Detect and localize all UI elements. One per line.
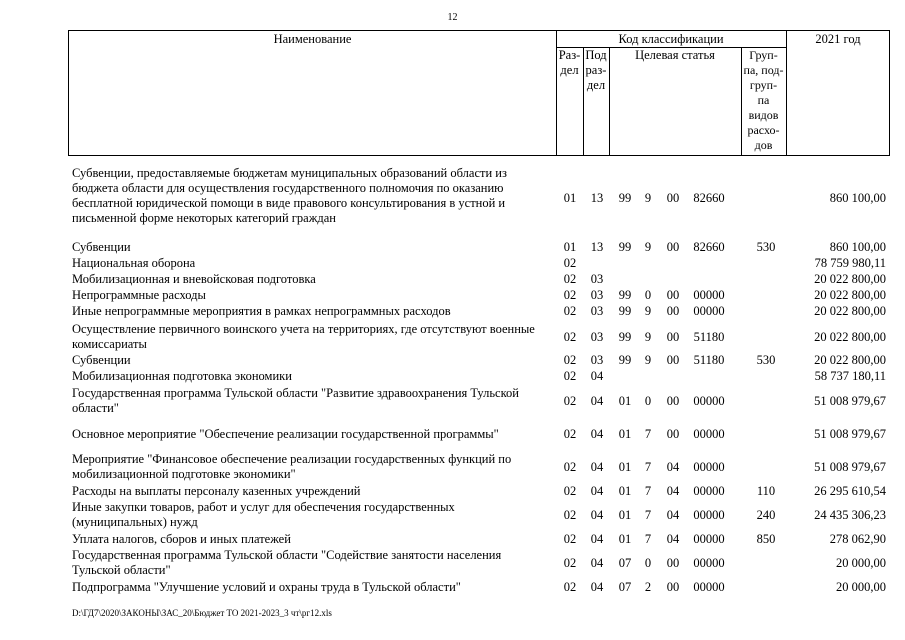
table-row <box>0 532 905 547</box>
divider <box>786 31 787 155</box>
row-code-pr: 13 <box>590 240 604 254</box>
table-row <box>0 288 905 303</box>
row-code-c1: 99 <box>618 190 632 205</box>
table-row <box>0 427 905 442</box>
row-code-c4: 00000 <box>693 580 725 594</box>
header-podrazdel-line: раз- <box>585 63 607 77</box>
row-code-vr: 530 <box>756 240 776 254</box>
row-code-c3: 00 <box>666 304 680 318</box>
row-code-rz: 01 <box>563 190 577 205</box>
row-code-c4: 82660 <box>693 240 725 254</box>
row-code-c4: 00000 <box>693 484 725 498</box>
row-amount: 78 759 980,11 <box>814 256 886 270</box>
row-amount: 20 022 800,00 <box>814 329 886 344</box>
row-code-pr: 04 <box>590 555 604 570</box>
header-group-line: груп- <box>749 78 778 92</box>
header-group-line: па, под- <box>743 63 784 77</box>
row-code-c4: 82660 <box>693 190 725 205</box>
header-name: Наименование <box>273 32 352 46</box>
header-razdel-line: Раз- <box>558 48 581 62</box>
row-code-c3: 04 <box>666 484 680 498</box>
row-code-c1: 01 <box>618 427 632 441</box>
row-code-c1: 99 <box>618 288 632 302</box>
row-code-c3: 00 <box>666 288 680 302</box>
header-group-line: расхо- <box>747 123 780 137</box>
table-row <box>0 580 905 595</box>
header-group-line: па <box>757 93 770 107</box>
row-name: Мобилизационная и вневойсковая подготовка <box>72 272 316 286</box>
table-row <box>0 256 905 271</box>
row-code-pr: 04 <box>590 427 604 441</box>
row-amount: 51 008 979,67 <box>814 427 886 441</box>
table-row <box>0 304 905 319</box>
row-name: Уплата налогов, сборов и иных платежей <box>72 532 291 546</box>
header-razdel <box>556 48 583 78</box>
header-podrazdel-line: дел <box>586 78 606 92</box>
row-code-rz: 02 <box>563 532 577 546</box>
row-name: Государственная программа Тульской области "Содействие занятости населения Тульской области" <box>72 548 502 577</box>
table-header <box>68 30 890 156</box>
row-code-c3: 00 <box>666 580 680 594</box>
row-code-rz: 02 <box>563 353 577 367</box>
row-name: Субвенции <box>72 240 131 254</box>
row-name: Иные закупки товаров, работ и услуг для обеспечения государственных (муниципальных) нужд <box>72 500 455 529</box>
row-code-pr: 03 <box>590 272 604 286</box>
row-code-c4: 00000 <box>693 304 725 318</box>
row-code-c2: 9 <box>644 329 652 344</box>
row-amount: 20 022 800,00 <box>814 288 886 302</box>
table-row <box>0 386 905 416</box>
row-code-pr: 04 <box>590 580 604 594</box>
row-code-c2: 7 <box>644 532 652 546</box>
row-code-c1: 01 <box>618 507 632 522</box>
row-code-c4: 51180 <box>693 353 725 367</box>
row-code-pr: 04 <box>590 459 604 474</box>
row-amount: 58 737 180,11 <box>814 369 886 383</box>
row-code-rz: 02 <box>563 272 577 286</box>
header-group <box>741 48 786 153</box>
row-name: Иные непрограммные мероприятия в рамках непрограммных расходов <box>72 304 451 318</box>
row-code-rz: 02 <box>563 329 577 344</box>
row-code-pr: 03 <box>590 329 604 344</box>
row-name: Мобилизационная подготовка экономики <box>72 369 292 383</box>
row-code-c4: 00000 <box>693 507 725 522</box>
row-code-c4: 00000 <box>693 555 725 570</box>
row-code-rz: 02 <box>563 256 577 270</box>
table-row <box>0 166 905 230</box>
row-name: Подпрограмма "Улучшение условий и охраны труда в Тульской области" <box>72 580 461 594</box>
row-code-c1: 07 <box>618 555 632 570</box>
header-target: Целевая статья <box>635 48 715 62</box>
row-amount: 24 435 306,23 <box>814 507 886 522</box>
row-code-c3: 00 <box>666 353 680 367</box>
row-name: Субвенции <box>72 353 131 367</box>
row-code-c1: 99 <box>618 240 632 254</box>
row-code-c3: 04 <box>666 507 680 522</box>
row-code-vr: 110 <box>756 484 776 498</box>
row-code-rz: 02 <box>563 580 577 594</box>
row-code-rz: 01 <box>563 240 577 254</box>
row-code-c3: 00 <box>666 240 680 254</box>
row-code-c2: 9 <box>644 353 652 367</box>
row-code-c2: 9 <box>644 190 652 205</box>
row-amount: 20 000,00 <box>836 580 886 594</box>
row-code-c1: 99 <box>618 304 632 318</box>
row-code-c2: 2 <box>644 580 652 594</box>
row-code-c2: 9 <box>644 240 652 254</box>
row-amount: 51 008 979,67 <box>814 459 886 474</box>
row-name: Субвенции, предоставляемые бюджетам муниципальных образований области из бюджета области для осуществления государственного полномочия по оказанию бесплатной юридической помощи в виде правового консультирования в устной и письменной форме некоторых категорий граждан <box>72 166 507 225</box>
row-code-c4: 00000 <box>693 459 725 474</box>
row-code-c1: 99 <box>618 329 632 344</box>
table-row <box>0 484 905 499</box>
header-podrazdel <box>583 48 609 93</box>
row-code-rz: 02 <box>563 393 577 408</box>
row-code-pr: 03 <box>590 288 604 302</box>
row-amount: 26 295 610,54 <box>814 484 886 498</box>
row-code-c4: 00000 <box>693 288 725 302</box>
row-code-c2: 0 <box>644 555 652 570</box>
row-code-c3: 00 <box>666 190 680 205</box>
header-podrazdel-line: Под <box>585 48 607 62</box>
row-code-c3: 04 <box>666 459 680 474</box>
row-code-rz: 02 <box>563 427 577 441</box>
row-code-c2: 9 <box>644 304 652 318</box>
row-amount: 860 100,00 <box>829 240 886 254</box>
row-code-c3: 04 <box>666 532 680 546</box>
row-amount: 20 022 800,00 <box>814 353 886 367</box>
row-code-c2: 0 <box>644 393 652 408</box>
row-code-c3: 00 <box>666 427 680 441</box>
row-code-c4: 51180 <box>693 329 725 344</box>
table-row <box>0 272 905 287</box>
table-row <box>0 353 905 368</box>
row-code-c3: 00 <box>666 329 680 344</box>
row-code-rz: 02 <box>563 304 577 318</box>
row-code-vr: 530 <box>756 353 776 367</box>
row-name: Непрограммные расходы <box>72 288 206 302</box>
row-code-c1: 99 <box>618 353 632 367</box>
row-code-c4: 00000 <box>693 393 725 408</box>
row-code-c2: 7 <box>644 427 652 441</box>
row-name: Мероприятие "Финансовое обеспечение реализации государственных функций по мобилизационной подготовке экономики" <box>72 452 512 481</box>
row-code-pr: 04 <box>590 532 604 546</box>
row-name: Государственная программа Тульской области "Развитие здравоохранения Тульской области" <box>72 386 519 415</box>
table-row <box>0 452 905 482</box>
row-code-c1: 01 <box>618 459 632 474</box>
row-name: Национальная оборона <box>72 256 196 270</box>
header-group-line: Груп- <box>749 48 778 62</box>
table-row <box>0 369 905 384</box>
row-code-pr: 04 <box>590 507 604 522</box>
row-code-c4: 00000 <box>693 532 725 546</box>
row-code-rz: 02 <box>563 507 577 522</box>
row-code-vr: 850 <box>756 532 776 546</box>
row-amount: 20 022 800,00 <box>814 272 886 286</box>
row-code-vr: 240 <box>756 507 776 522</box>
row-code-pr: 04 <box>590 393 604 408</box>
row-code-c2: 7 <box>644 507 652 522</box>
header-year: 2021 год <box>815 32 861 46</box>
row-name: Основное мероприятие "Обеспечение реализации государственной программы" <box>72 427 499 441</box>
row-amount: 20 022 800,00 <box>814 304 886 318</box>
divider <box>609 47 610 155</box>
row-code-rz: 02 <box>563 288 577 302</box>
row-code-pr: 04 <box>590 484 604 498</box>
row-amount: 20 000,00 <box>836 555 886 570</box>
row-code-pr: 03 <box>590 304 604 318</box>
row-code-pr: 04 <box>590 369 604 383</box>
page-number: 12 <box>447 12 458 23</box>
row-name: Расходы на выплаты персоналу казенных учреждений <box>72 484 361 498</box>
row-amount: 860 100,00 <box>829 190 886 205</box>
row-amount: 51 008 979,67 <box>814 393 886 408</box>
footer-path: D:\ГД7\2020\ЗАКОНЫ\ЗАС_20\Бюджет ТО 2021-2023_3 чт\рг12.xls <box>72 608 332 618</box>
row-code-c3: 00 <box>666 393 680 408</box>
row-code-rz: 02 <box>563 459 577 474</box>
row-code-rz: 02 <box>563 484 577 498</box>
row-code-c2: 7 <box>644 484 652 498</box>
row-code-c3: 00 <box>666 555 680 570</box>
row-code-pr: 13 <box>590 190 604 205</box>
row-code-c1: 01 <box>618 532 632 546</box>
table-row <box>0 322 905 352</box>
row-code-pr: 03 <box>590 353 604 367</box>
row-amount: 278 062,90 <box>829 532 886 546</box>
header-code: Код классификации <box>618 32 724 46</box>
table-row <box>0 548 905 578</box>
row-code-c1: 01 <box>618 484 632 498</box>
row-code-c1: 01 <box>618 393 632 408</box>
header-razdel-line: дел <box>560 63 579 77</box>
row-code-c2: 7 <box>644 459 652 474</box>
row-code-c4: 00000 <box>693 427 725 441</box>
row-code-rz: 02 <box>563 369 577 383</box>
header-group-line: дов <box>754 138 773 152</box>
row-code-c1: 07 <box>618 580 632 594</box>
table-row <box>0 500 905 530</box>
table-row <box>0 240 905 255</box>
row-code-c2: 0 <box>644 288 652 302</box>
header-group-line: видов <box>748 108 779 122</box>
row-code-rz: 02 <box>563 555 577 570</box>
row-name: Осуществление первичного воинского учета на территориях, где отсутствуют военные комиссариаты <box>72 322 535 351</box>
